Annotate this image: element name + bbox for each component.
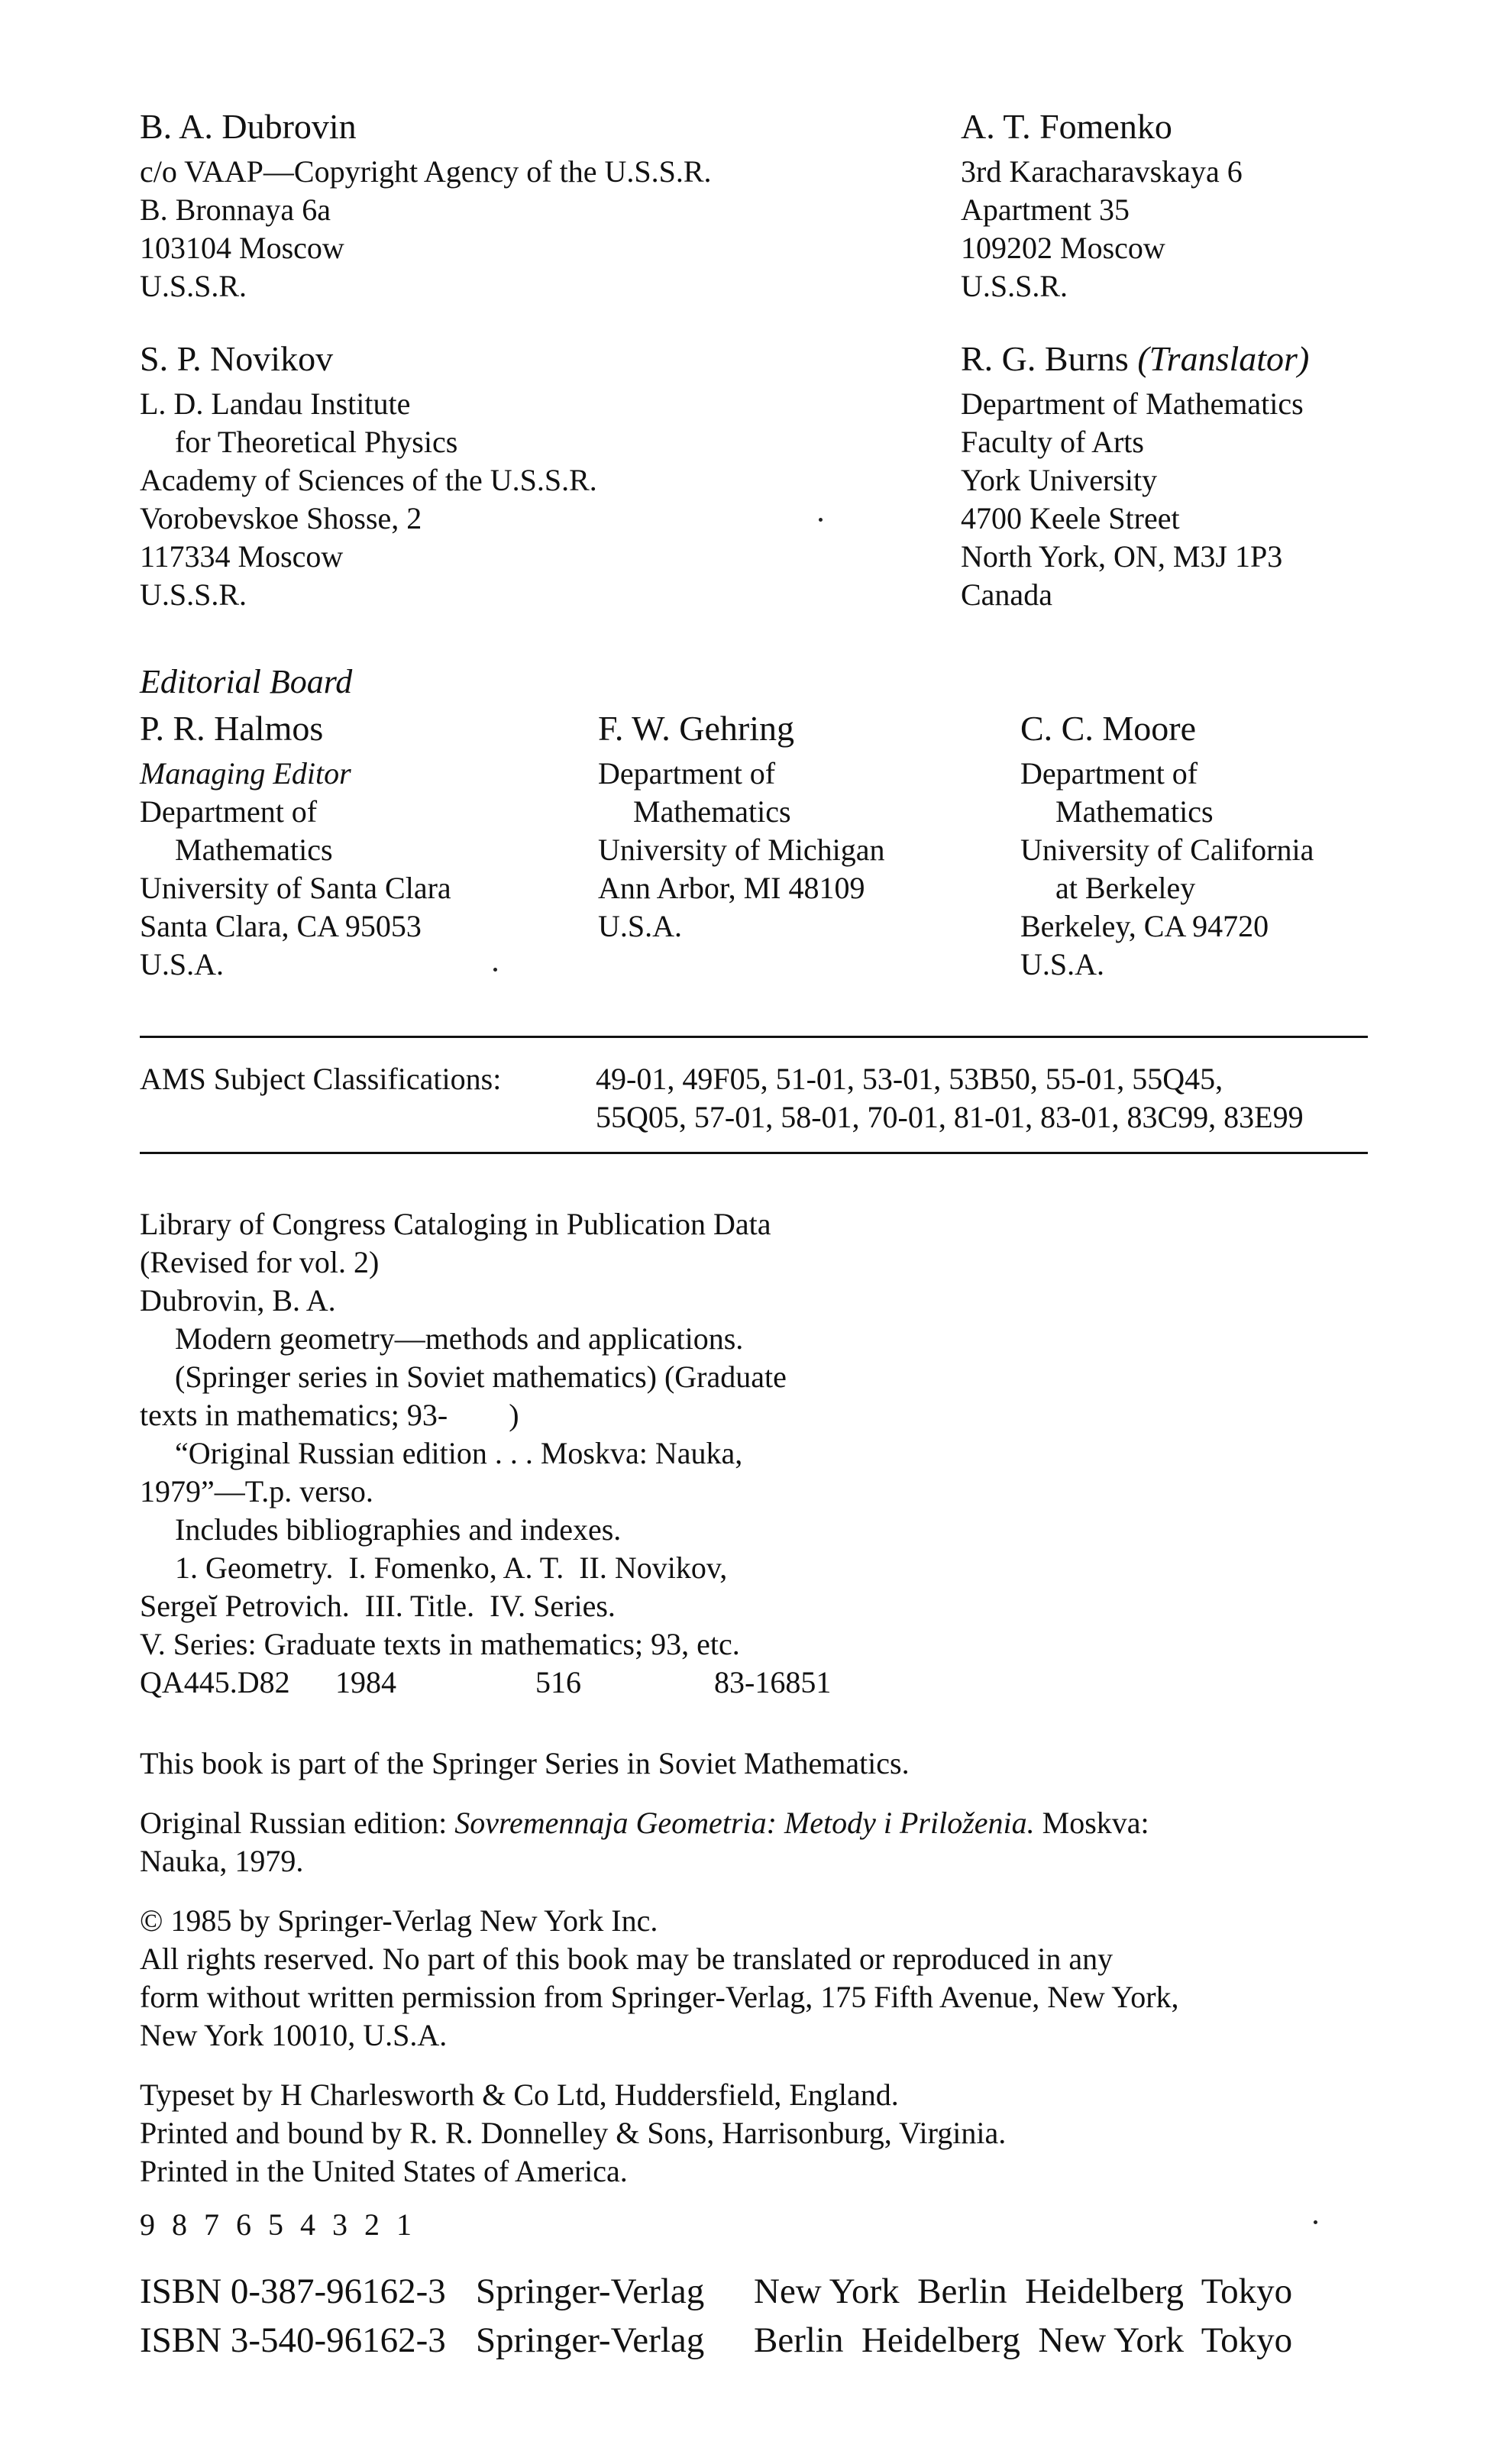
rights-line: All rights reserved. No part of this book may be translated or reproduced in any bbox=[140, 1942, 1114, 1976]
cip-line: 1. Geometry. I. Fomenko, A. T. II. Novikov, bbox=[175, 1551, 728, 1585]
call-number: QA445.D82 bbox=[140, 1665, 290, 1699]
address-line: York University bbox=[961, 463, 1158, 497]
address-line: U.S.S.R. bbox=[140, 577, 247, 612]
address-line: Department of bbox=[598, 756, 776, 791]
author-name: B. A. Dubrovin bbox=[140, 107, 357, 146]
board-member-gehring bbox=[598, 707, 885, 946]
address-line: U.S.S.R. bbox=[961, 269, 1068, 303]
series-note: This book is part of the Springer Series in Soviet Mathematics. bbox=[140, 1746, 910, 1780]
author-fomenko bbox=[961, 105, 1243, 306]
ams-label: AMS Subject Classifications: bbox=[140, 1062, 502, 1096]
original-edition-line: Original Russian edition: Sovremennaja Geometria: Metody i Priloženia. Moskva: bbox=[140, 1806, 1149, 1840]
cip-year: 1984 bbox=[335, 1665, 396, 1699]
address-line: c/o VAAP—Copyright Agency of the U.S.S.R. bbox=[140, 154, 712, 189]
member-name: F. W. Gehring bbox=[598, 709, 794, 748]
isbn-row bbox=[140, 2316, 1292, 2365]
address-line: Mathematics bbox=[175, 833, 333, 867]
address-line: 117334 Moscow bbox=[140, 539, 344, 574]
divider-top bbox=[140, 1036, 1368, 1038]
address-line: L. D. Landau Institute bbox=[140, 386, 411, 421]
cip-line: Dubrovin, B. A. bbox=[140, 1283, 336, 1318]
dewey-class: 516 bbox=[535, 1665, 581, 1699]
author-dubrovin bbox=[140, 105, 712, 306]
cip-heading: Library of Congress Cataloging in Publication Data bbox=[140, 1207, 771, 1241]
address-line: Department of bbox=[1020, 756, 1198, 791]
author-name: A. T. Fomenko bbox=[961, 107, 1172, 146]
printing-info bbox=[140, 2076, 1006, 2191]
translator-role: (Translator) bbox=[1137, 339, 1310, 378]
original-edition-line: Nauka, 1979. bbox=[140, 1844, 304, 1878]
address-line: for Theoretical Physics bbox=[175, 425, 458, 459]
address-line: Mathematics bbox=[633, 794, 791, 829]
address-line: Berkeley, CA 94720 bbox=[1020, 909, 1269, 943]
ams-code-line: 55Q05, 57-01, 58-01, 70-01, 81-01, 83-01, 83C99, 83E99 bbox=[596, 1100, 1304, 1134]
cip-line: V. Series: Graduate texts in mathematics; 93, etc. bbox=[140, 1627, 740, 1661]
isbn-block bbox=[140, 2267, 1292, 2365]
address-line: Apartment 35 bbox=[961, 192, 1130, 227]
isbn-cities: Berlin Heidelberg New York Tokyo bbox=[754, 2320, 1293, 2360]
address-line: University of California bbox=[1020, 833, 1314, 867]
print-speck bbox=[493, 968, 497, 972]
address-line: 103104 Moscow bbox=[140, 231, 344, 265]
rights-line: form without written permission from Springer-Verlag, 175 Fifth Avenue, New York, bbox=[140, 1980, 1179, 2014]
cip-line: Sergeĭ Petrovich. III. Title. IV. Series. bbox=[140, 1589, 616, 1623]
address-line: University of Michigan bbox=[598, 833, 885, 867]
address-line: Santa Clara, CA 95053 bbox=[140, 909, 422, 943]
isbn-number: ISBN 3-540-96162-3 bbox=[140, 2320, 446, 2360]
cip-line: (Springer series in Soviet mathematics) (Graduate bbox=[175, 1360, 787, 1394]
rights-line: New York 10010, U.S.A. bbox=[140, 2018, 448, 2052]
address-line: U.S.A. bbox=[140, 947, 225, 981]
cip-line: “Original Russian edition . . . Moskva: Nauka, bbox=[175, 1436, 743, 1470]
isbn-publisher: Springer-Verlag bbox=[476, 2320, 705, 2360]
address-line: B. Bronnaya 6a bbox=[140, 192, 331, 227]
address-line: Faculty of Arts bbox=[961, 425, 1144, 459]
member-role: Managing Editor bbox=[140, 756, 351, 791]
original-edition bbox=[140, 1804, 1368, 1880]
address-line: Department of bbox=[140, 794, 318, 829]
author-name bbox=[961, 338, 1309, 380]
editorial-board-heading: Editorial Board bbox=[140, 663, 353, 700]
print-line: 9 8 7 6 5 4 3 2 1 bbox=[140, 2207, 416, 2242]
copyright-line: © 1985 by Springer-Verlag New York Inc. bbox=[140, 1903, 658, 1938]
address-line: 109202 Moscow bbox=[961, 231, 1165, 265]
address-line: North York, ON, M3J 1P3 bbox=[961, 539, 1283, 574]
address-line: Vorobevskoe Shosse, 2 bbox=[140, 501, 422, 535]
isbn-number: ISBN 0-387-96162-3 bbox=[140, 2272, 446, 2311]
address-line: U.S.A. bbox=[598, 909, 683, 943]
address-line: Academy of Sciences of the U.S.S.R. bbox=[140, 463, 597, 497]
address-line: Canada bbox=[961, 577, 1052, 612]
address-line: at Berkeley bbox=[1055, 871, 1196, 905]
cip-line: texts in mathematics; 93- ) bbox=[140, 1398, 519, 1432]
cip-line: Modern geometry—methods and applications. bbox=[175, 1321, 744, 1356]
translator-name: R. G. Burns bbox=[961, 339, 1129, 378]
ams-codes bbox=[596, 1060, 1304, 1137]
printing-line: Printed and bound by R. R. Donnelley & Sons, Harrisonburg, Virginia. bbox=[140, 2116, 1007, 2150]
print-speck bbox=[1314, 2220, 1317, 2224]
original-title: Sovremennaja Geometria: Metody i Priloženia. bbox=[454, 1806, 1035, 1840]
printing-line: Printed in the United States of America. bbox=[140, 2154, 628, 2188]
author-name: S. P. Novikov bbox=[140, 339, 334, 378]
divider-bottom bbox=[140, 1152, 1368, 1154]
cip-block bbox=[140, 1205, 831, 1702]
address-line: 3rd Karacharavskaya 6 bbox=[961, 154, 1243, 189]
address-line: Department of Mathematics bbox=[961, 386, 1304, 421]
member-name: P. R. Halmos bbox=[140, 709, 324, 748]
address-line: U.S.A. bbox=[1020, 947, 1105, 981]
isbn-publisher: Springer-Verlag bbox=[476, 2272, 705, 2311]
lccn: 83-16851 bbox=[714, 1665, 832, 1699]
cip-line: 1979”—T.p. verso. bbox=[140, 1474, 373, 1508]
cip-call-number-row bbox=[140, 1664, 831, 1702]
printing-line: Typeset by H Charlesworth & Co Ltd, Huddersfield, England. bbox=[140, 2078, 899, 2112]
address-line: Ann Arbor, MI 48109 bbox=[598, 871, 865, 905]
ams-code-line: 49-01, 49F05, 51-01, 53-01, 53B50, 55-01, 55Q45, bbox=[596, 1062, 1223, 1096]
copyright-notice bbox=[140, 1902, 1179, 2055]
address-line: 4700 Keele Street bbox=[961, 501, 1180, 535]
address-line: University of Santa Clara bbox=[140, 871, 451, 905]
member-name: C. C. Moore bbox=[1020, 709, 1196, 748]
board-member-moore bbox=[1020, 707, 1314, 984]
cip-line: Includes bibliographies and indexes. bbox=[175, 1512, 622, 1547]
cip-line: (Revised for vol. 2) bbox=[140, 1245, 380, 1279]
address-line: U.S.S.R. bbox=[140, 269, 247, 303]
isbn-row bbox=[140, 2267, 1292, 2316]
isbn-cities: New York Berlin Heidelberg Tokyo bbox=[754, 2272, 1293, 2311]
board-member-halmos bbox=[140, 707, 451, 984]
print-speck bbox=[819, 518, 823, 522]
address-line: Mathematics bbox=[1055, 794, 1214, 829]
translator-burns bbox=[961, 338, 1309, 614]
author-novikov bbox=[140, 338, 597, 614]
